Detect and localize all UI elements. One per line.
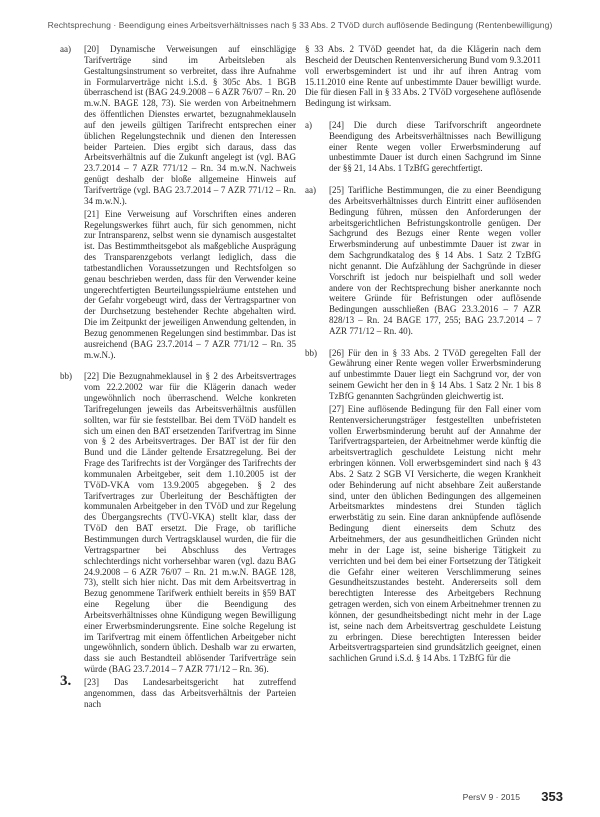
subsection-label: bb) (60, 371, 73, 382)
subsection-aa-right (305, 185, 541, 337)
paragraph-number: [22] (84, 371, 100, 382)
subsection-label: bb) (305, 347, 318, 358)
running-header: Rechtsprechung · Beendigung eines Arbeitsverhältnisses nach § 33 Abs. 2 TVöD durch auflösende Bedingung (Rentenbewilligung) (47, 20, 553, 30)
paragraph-text: Für den in § 33 Abs. 2 TVöD geregelten Fall der Gewährung einer Rente wegen voller Erwerbsminderung auf unbestimmte Dauer liegt ein Sachgrund vor, der von seinem Gewicht her den in § 14 Abs. 1 Satz 2 Nr. 1 bis 8 TzBfG genannten Sachgründen gleichwertig ist. (329, 347, 541, 401)
paragraph-text: Die durch diese Tarifvorschrift angeordnete Beendigung des Arbeitsverhältnisses nach Bewilligung einer Rente wegen voller Erwerbsminderung auf unbestimmte Dauer ist durch einen Sachgrund im Sinne der §§ 21, 14 Abs. 1 TzBfG gerechtfertigt. (329, 119, 541, 174)
paragraph-number: [27] (329, 403, 345, 414)
journal-reference: PersV 9 · 2015 (462, 792, 520, 802)
paragraph-text: Eine auflösende Bedingung für den Fall einer vom Rentenversicherungsträger festgestellten unbefristeten vollen Erwerbsminderung beruht auf der Annahme der Tarifvertragsparteien, der Arbeitnehmer werde künftig die arbeitsvertraglich geschuldete Leistung nicht mehr erbringen können. Voll erwerbsgemindert sind nach § 43 Abs. 2 Satz 2 SGB VI Versicherte, die wegen Krankheit oder Behinderung auf nicht absehbare Zeit außerstande sind, unter den üblichen Bedingungen des allgemeinen Arbeitsmarktes mindestens drei Stunden täglich erwerbstätig zu sein. Eine daran anknüpfende auflösende Bedingung dient einerseits dem Schutz des Arbeitnehmers, der aus gesundheitlichen Gründen nicht mehr in der Lage ist, seine bisherige Tätigkeit zu verrichten und bei dem bei einer Fortsetzung der Tätigkeit die Gefahr einer weiteren Verschlimmerung seines Gesundheitszustandes besteht. Andererseits soll dem berechtigten Interesse des Arbeitgebers Rechnung getragen werden, sich von einem Arbeitnehmer trennen zu können, der gesundheitsbedingt nicht mehr in der Lage ist, seine nach dem Arbeitsvertrag geschuldete Leistung zu erbringen. Diese berechtigten Interessen beider Arbeitsvertragsparteien sind grundsätzlich geeignet, einen sachlichen Grund i.S.d. § 14 Abs. 1 TzBfG für die (329, 403, 541, 664)
page-footer (0, 791, 600, 805)
paragraph-number: [23] (84, 676, 100, 687)
subsection-label: aa) (305, 184, 317, 195)
paragraph-text: Tarifliche Bestimmungen, die zu einer Beendigung des Arbeitsverhältnisses durch Eintritt einer auflösenden Bedingung führen, müssen den Anforderungen der arbeitsgerichtlichen Befristungskontrolle genügen. Der Sachgrund des Bezugs einer Rente wegen voller Erwerbsminderung auf unbestimmte Dauer ist zwar in dem Sachgrundkatalog des § 14 Abs. 1 Satz 2 TzBfG nicht genannt. Die Aufzählung der Sachgründe in dieser Vorschrift ist jedoch nur beispielhaft und soll weder andere von der Rechtsprechung bisher anerkannte noch weitere Gründe für Befristungen oder auflösende Bedingungen ausschließen (BAG 23.3.2016 – 7 AZR 828/13 – Rn. 24 BAGE 177, 255; BAG 23.7.2014 – 7 AZR 771/12 – Rn. 40). (329, 184, 541, 336)
section-3 (60, 672, 296, 710)
paragraph-text: Eine Verweisung auf Vorschriften eines anderen Regelungswerkes führt auch, für sich genommen, nicht zur Intransparenz, selbst wenn sie dynamisch ausgestaltet ist. Das Bestimmtheitsgebot als maßgebliche Ausprägung des Transparenzgebots verlangt lediglich, dass die tatbestandlichen Voraussetzungen und Rechtsfolgen so genau beschrieben werden, dass für den Verwender keine ungerechtfertigten Beurteilungsspielräume entstehen und der Gefahr vorgebeugt wird, dass der Vertragspartner von der Durchsetzung bestehender Rechte abgehalten wird. Die im Zeitpunkt der jeweiligen Anwendung geltenden, in Bezug genommenen Regelungen sind bestimmbar. Das ist ausreichend (BAG 23.7.2014 – 7 AZR 771/12 – Rn. 35 m.w.N.). (84, 208, 296, 360)
paragraph-number: [20] (84, 44, 100, 54)
paragraph-text: § 33 Abs. 2 TVöD geendet hat, da die Klägerin nach dem Bescheid der Deutschen Rentenversicherung Bund vom 9.3.2011 voll erwerbsgemindert ist und ihr auf ihren Antrag vom 15.11.2010 eine Rente auf unbestimmte Dauer bewilligt wurde. Die für diesen Fall in § 33 Abs. 2 TVöD vorgesehene auflösende Bedingung ist wirksam. (305, 44, 541, 109)
paragraph-number: [24] (329, 119, 345, 130)
paragraph-text: Dynamische Verweisungen auf einschlägige Tarifverträge sind im Arbeitsleben als Gestaltungsinstrument so verbreitet, dass ihre Aufnahme in Formularverträge nicht i.S.d. § 305c Abs. 1 BGB überraschend ist (BAG 24.9.2008 – 6 AZR 76/07 – Rn. 20 m.w.N. BAGE 128, 73). Sie werden von Arbeitnehmern des öffentlichen Dienstes erwartet, bezugnahmeklauseln auf den jeweils gültigen Tarifrecht entsprechen einer üblichen Regelungstechnik und dienen den Interessen beider Parteien. Dies ergibt sich daraus, dass das Arbeitsverhältnis auf die Zukunft angelegt ist (vgl. BAG 23.7.2014 – 7 AZR 771/12 – Rn. 34 m.w.N. Nachweis genügt deshalb der bloße allgemeine Hinweis auf Tarifverträge (vgl. BAG 23.7.2014 – 7 AZR 771/12 – Rn. 34 m.w.N.). (84, 44, 296, 206)
section-label: 3. (60, 672, 72, 689)
paragraph-text: Das Landesarbeitsgericht hat zutreffend angenommen, dass das Arbeitsverhältnis der Parteien nach (84, 676, 296, 709)
subsection-aa-left (60, 44, 296, 360)
right-column (305, 44, 541, 776)
paragraph-text: Die Bezugnahmeklausel in § 2 des Arbeitsvertrages vom 22.2.2002 war für die Klägerin danach weder ungewöhnlich noch überraschend. Welche konkreten Tarifregelungen jeweils das Arbeitsverhältnis ausfüllen sollten, war für sie feststellbar. Bei dem TVöD handelt es sich um einen den BAT ersetzenden Tarifvertrag im Sinne von § 2 des Arbeitsvertrages. Der BAT ist der für den Bund und die Länder geltende Ersatzregelung. Bei der Frage des Tarifrechts ist der Vorgänger des Tarifrechts der kommunalen Arbeitgeber, seit dem 1.10.2005 ist der TVöD-VKA vom 13.9.2005 abgegeben. § 2 des Tarifvertrages zur Überleitung der Beschäftigten der kommunalen Arbeitgeber in den TVöD und zur Regelung des Übergangsrechts (TVÜ-VKA) stellt klar, dass der TVöD den BAT ersetzt. Die Frage, ob tarifliche Bestimmungen durch Vertragsklausel wurden, die für die Vertragspartner bei Abschluss des Vertrages schlechterdings nicht vorhersehbar waren (vgl. dazu BAG 24.9.2008 – 6 AZR 76/07 – Rn. 21 m.w.N. BAGE 128, 73), stellt sich hier nicht. Das mit dem Arbeitsvertrag in Bezug genommene Tarifwerk enthielt bereits in §59 BAT eine Regelung über die Beendigung des Arbeitsverhältnisses ohne Kündigung wegen Bewilligung einer Erwerbsminderungsrente. Eine solche Regelung ist im Tarifvertrag mit einem öffentlichen Arbeitgeber nicht ungewöhnlich, sondern üblich. Deshalb war zu erwarten, dass sie auch Bestandteil ablösender Tarifverträge sein würde (BAG 23.7.2014 – 7 AZR 771/12 – Rn. 36). (84, 371, 296, 675)
subsection-bb-right (305, 348, 541, 664)
paragraph-number: [25] (329, 184, 345, 195)
page-number: 353 (541, 789, 563, 804)
subsection-label: a) (305, 119, 313, 130)
subsection-bb-left (60, 371, 296, 675)
left-column (60, 44, 296, 776)
continued-paragraph (305, 44, 541, 109)
paragraph-number: [26] (329, 347, 345, 358)
subsection-a (305, 120, 541, 174)
subsection-label: aa) (60, 44, 72, 54)
paragraph-number: [21] (84, 208, 100, 219)
